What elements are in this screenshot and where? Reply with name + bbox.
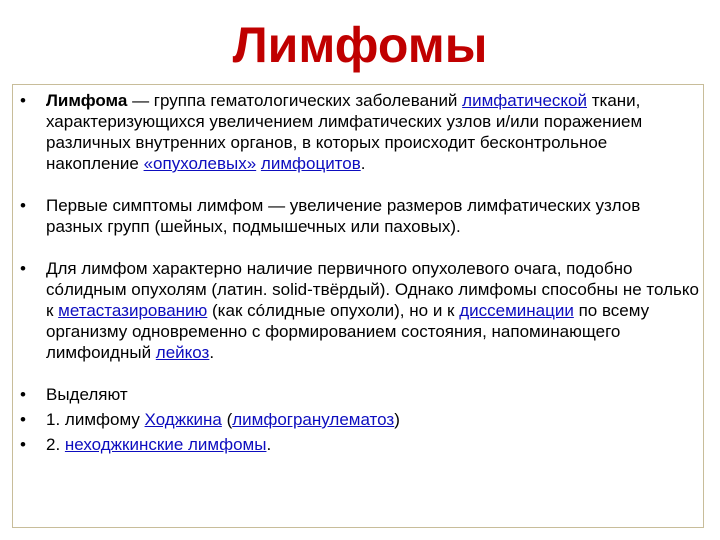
link-non-hodgkin[interactable]: неходжкинские лимфомы — [64, 435, 267, 454]
slide-body — [20, 90, 700, 455]
text: ткани, характеризующихся увеличением лимфатических узлов и/или поражением различных внутренних органов, в которых происходит бесконтрольное накопление — [46, 91, 643, 173]
text: (как сóлидные опухоли), но и к — [207, 301, 460, 320]
bullet-definition — [20, 90, 700, 174]
text: . — [360, 154, 366, 173]
bullet-marker: • — [20, 196, 26, 215]
text: 1. лимфому — [46, 410, 145, 429]
text: 2. — [46, 435, 65, 454]
text: . — [266, 435, 272, 454]
link-hodgkin[interactable]: Ходжкина — [144, 410, 222, 429]
link-dissemination[interactable]: диссеминации — [459, 301, 574, 320]
bullet-marker: • — [20, 435, 26, 454]
text: Выделяют — [46, 385, 128, 404]
link-lymphatic[interactable]: лимфатической — [462, 91, 587, 110]
slide-title: Лимфомы — [232, 17, 488, 73]
term-lymphoma: Лимфома — [46, 91, 128, 110]
link-tumor[interactable]: «опухолевых» — [143, 154, 257, 173]
bullet-classification-intro — [20, 384, 700, 405]
bullet-non-hodgkin — [20, 434, 700, 455]
text: . — [209, 343, 215, 362]
link-metastasis[interactable]: метастазированию — [58, 301, 208, 320]
bullet-marker: • — [20, 259, 26, 278]
bullet-marker: • — [20, 410, 26, 429]
bullet-hodgkin — [20, 409, 700, 430]
text: — группа гематологических заболеваний — [127, 91, 463, 110]
text: Для лимфом характерно наличие первичного опухолевого очага, подобно сóлидным опухолям (латин. solid-твёрдый). Однако лимфомы способны не только к — [46, 259, 699, 320]
link-leukemia[interactable]: лейкоз — [155, 343, 210, 362]
bullet-marker: • — [20, 385, 26, 404]
text: ( — [221, 410, 233, 429]
bullet-characteristics — [20, 258, 700, 363]
text: по всему организму одновременно с формированием состояния, напоминающего лимфоидный — [46, 301, 650, 362]
text: Первые симптомы лимфом — увеличение размеров лимфатических узлов разных групп (шейных, подмышечных или паховых). — [46, 196, 641, 236]
bullet-symptoms — [20, 195, 700, 237]
link-lymphocytes[interactable]: лимфоцитов — [260, 154, 361, 173]
bullet-marker: • — [20, 91, 26, 110]
link-lymphogranulomatosis[interactable]: лимфогранулематоз — [232, 410, 395, 429]
text: ) — [394, 410, 400, 429]
